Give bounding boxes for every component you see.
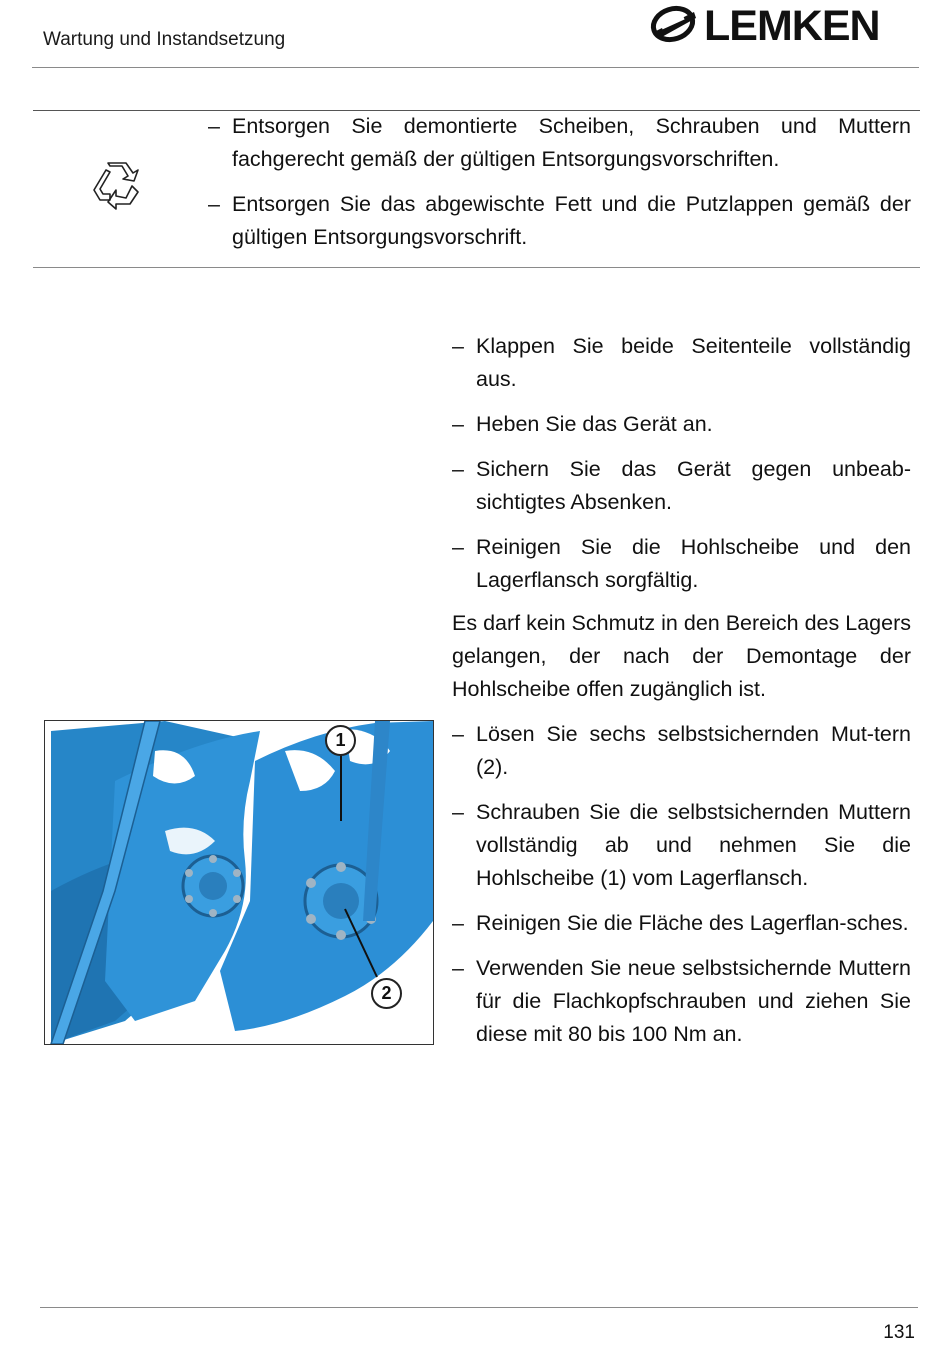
list-item: – Entsorgen Sie das abgewischte Fett und die Putzlappen gemäß der gültigen Entsorgungsvorschrift.: [208, 188, 911, 254]
lemken-logo-mark-icon: [648, 2, 702, 50]
list-item: – Klappen Sie beide Seitenteile vollständig aus.: [452, 330, 911, 396]
header-divider: [32, 67, 919, 68]
environment-notice-list: [208, 110, 911, 266]
footer-divider: [40, 1307, 918, 1308]
list-item: – Lösen Sie sechs selbstsichernden Mut-tern (2).: [452, 718, 911, 784]
page-number: 131: [883, 1322, 915, 1343]
list-item: – Reinigen Sie die Hohlscheibe und den Lagerflansch sorgfältig.: [452, 531, 911, 597]
dirt-note: Es darf kein Schmutz in den Bereich des Lagers gelangen, der nach der Demontage der Hohlscheibe offen zugänglich ist.: [452, 611, 911, 701]
lemken-logo: [648, 2, 913, 52]
section-title: Wartung und Instandsetzung: [43, 29, 286, 50]
brand-name: LEMKEN: [704, 2, 880, 50]
callout-2: 2: [371, 978, 402, 1009]
list-item: – Heben Sie das Gerät an.: [452, 408, 911, 441]
recycle-icon: [90, 162, 142, 210]
list-item: – Sichern Sie das Gerät gegen unbeab-sichtigtes Absenken.: [452, 453, 911, 519]
list-item: – Reinigen Sie die Fläche des Lagerflan-sches.: [452, 907, 911, 940]
callout-1: 1: [325, 725, 356, 756]
list-item: – Entsorgen Sie demontierte Scheiben, Schrauben und Muttern fachgerecht gemäß der gültigen Entsorgungsvorschriften.: [208, 110, 911, 176]
list-item: – Verwenden Sie neue selbstsichernde Muttern für die Flachkopfschrauben und ziehen Sie diese mit 80 bis 100 Nm an.: [452, 952, 911, 1051]
disc-hub-photo: [44, 720, 434, 1045]
steps-list-2: [452, 718, 911, 1063]
notice-bottom-divider: [33, 267, 920, 268]
list-item: – Schrauben Sie die selbstsichernden Muttern vollständig ab und nehmen Sie die Hohlscheibe (1) vom Lagerflansch.: [452, 796, 911, 895]
steps-list-1: [452, 330, 911, 609]
